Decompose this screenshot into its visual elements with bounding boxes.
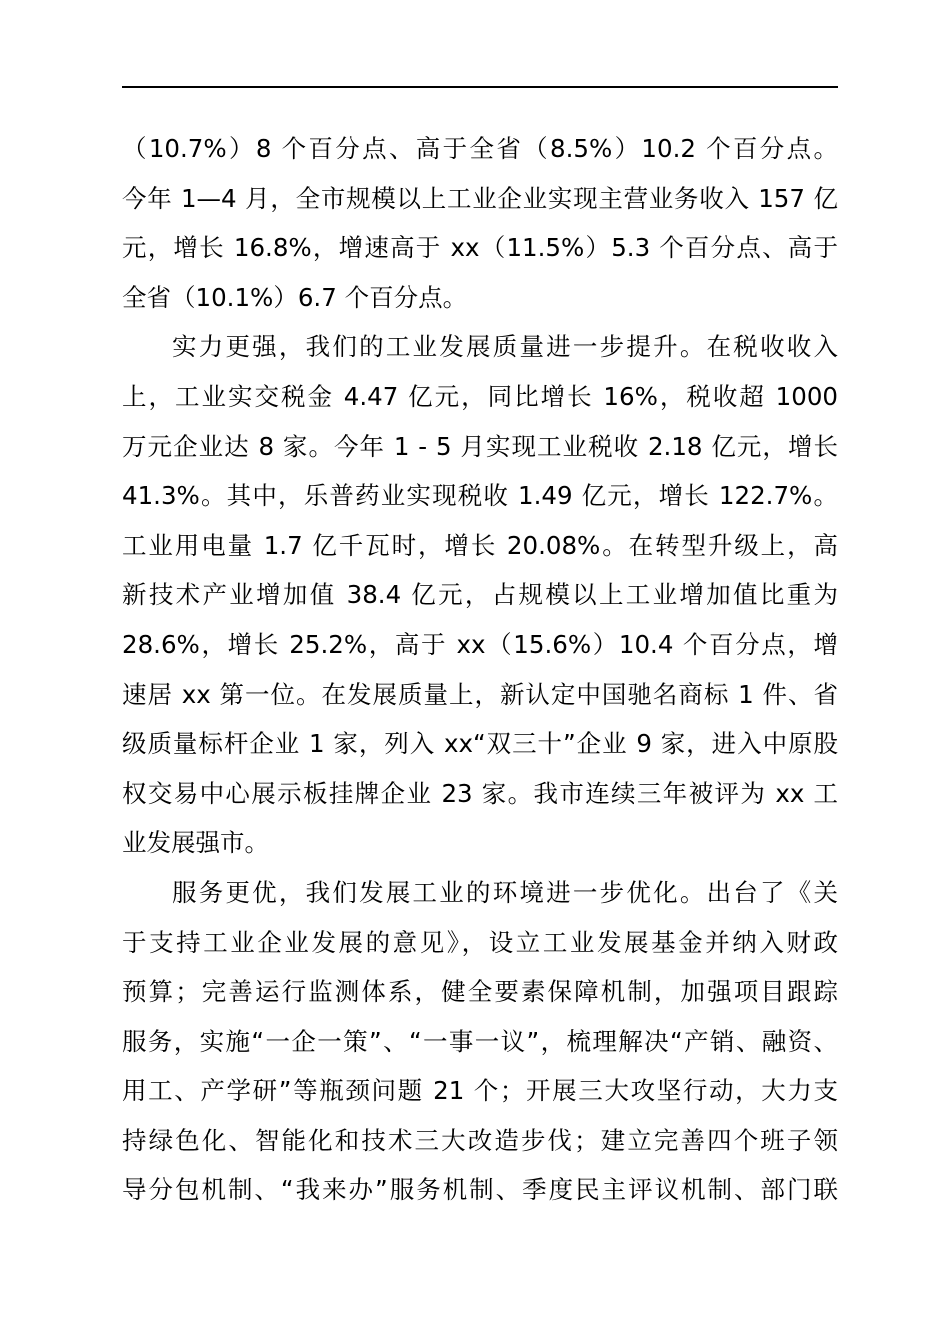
text-line: 速居 xx 第一位。在发展质量上，新认定中国驰名商标 1 件、省 [122, 679, 838, 709]
text-line: 导分包机制、“我来办”服务机制、季度民主评议机制、部门联 [122, 1175, 838, 1205]
document-body [122, 124, 838, 1215]
text-line: 新技术产业增加值 38.4 亿元，占规模以上工业增加值比重为 [122, 580, 838, 610]
text-line: 全省（10.1%）6.7 个百分点。 [122, 282, 468, 312]
text-line: 预算；完善运行监测体系，健全要素保障机制，加强项目跟踪 [122, 977, 838, 1007]
text-line: 上，工业实交税金 4.47 亿元，同比增长 16%，税收超 1000 [122, 381, 838, 411]
paragraph [122, 868, 838, 1215]
text-line: 元，增长 16.8%，增速高于 xx（11.5%）5.3 个百分点、高于 [122, 233, 838, 263]
text-line: 万元企业达 8 家。今年 1 - 5 月实现工业税收 2.18 亿元，增长 [122, 431, 838, 461]
header-rule [122, 86, 838, 88]
text-line: 服务，实施“一企一策”、“一事一议”，梳理解决“产销、融资、 [122, 1026, 838, 1056]
text-line: 级质量标杆企业 1 家，列入 xx“双三十”企业 9 家，进入中原股 [122, 729, 838, 759]
text-line: （10.7%）8 个百分点、高于全省（8.5%）10.2 个百分点。 [122, 134, 838, 163]
text-line: 业发展强市。 [122, 828, 269, 858]
paragraph [122, 124, 838, 322]
text-line: 服务更优，我们发展工业的环境进一步优化。出台了《关 [172, 877, 838, 907]
text-line: 今年 1—4 月，全市规模以上工业企业实现主营业务收入 157 亿 [122, 183, 838, 213]
paragraph [122, 322, 838, 868]
text-line: 28.6%，增长 25.2%，高于 xx（15.6%）10.4 个百分点，增 [122, 629, 838, 659]
text-line: 工业用电量 1.7 亿千瓦时，增长 20.08%。在转型升级上，高 [122, 530, 838, 560]
text-line: 于支持工业企业发展的意见》，设立工业发展基金并纳入财政 [122, 927, 838, 957]
text-line: 权交易中心展示板挂牌企业 23 家。我市连续三年被评为 xx 工 [122, 778, 838, 808]
text-line: 实力更强，我们的工业发展质量进一步提升。在税收收入 [172, 332, 838, 362]
text-line: 持绿色化、智能化和技术三大改造步伐；建立完善四个班子领 [122, 1125, 838, 1155]
text-line: 用工、产学研”等瓶颈问题 21 个；开展三大攻坚行动，大力支 [122, 1076, 838, 1106]
text-line: 41.3%。其中，乐普药业实现税收 1.49 亿元，增长 122.7%。 [122, 481, 838, 511]
